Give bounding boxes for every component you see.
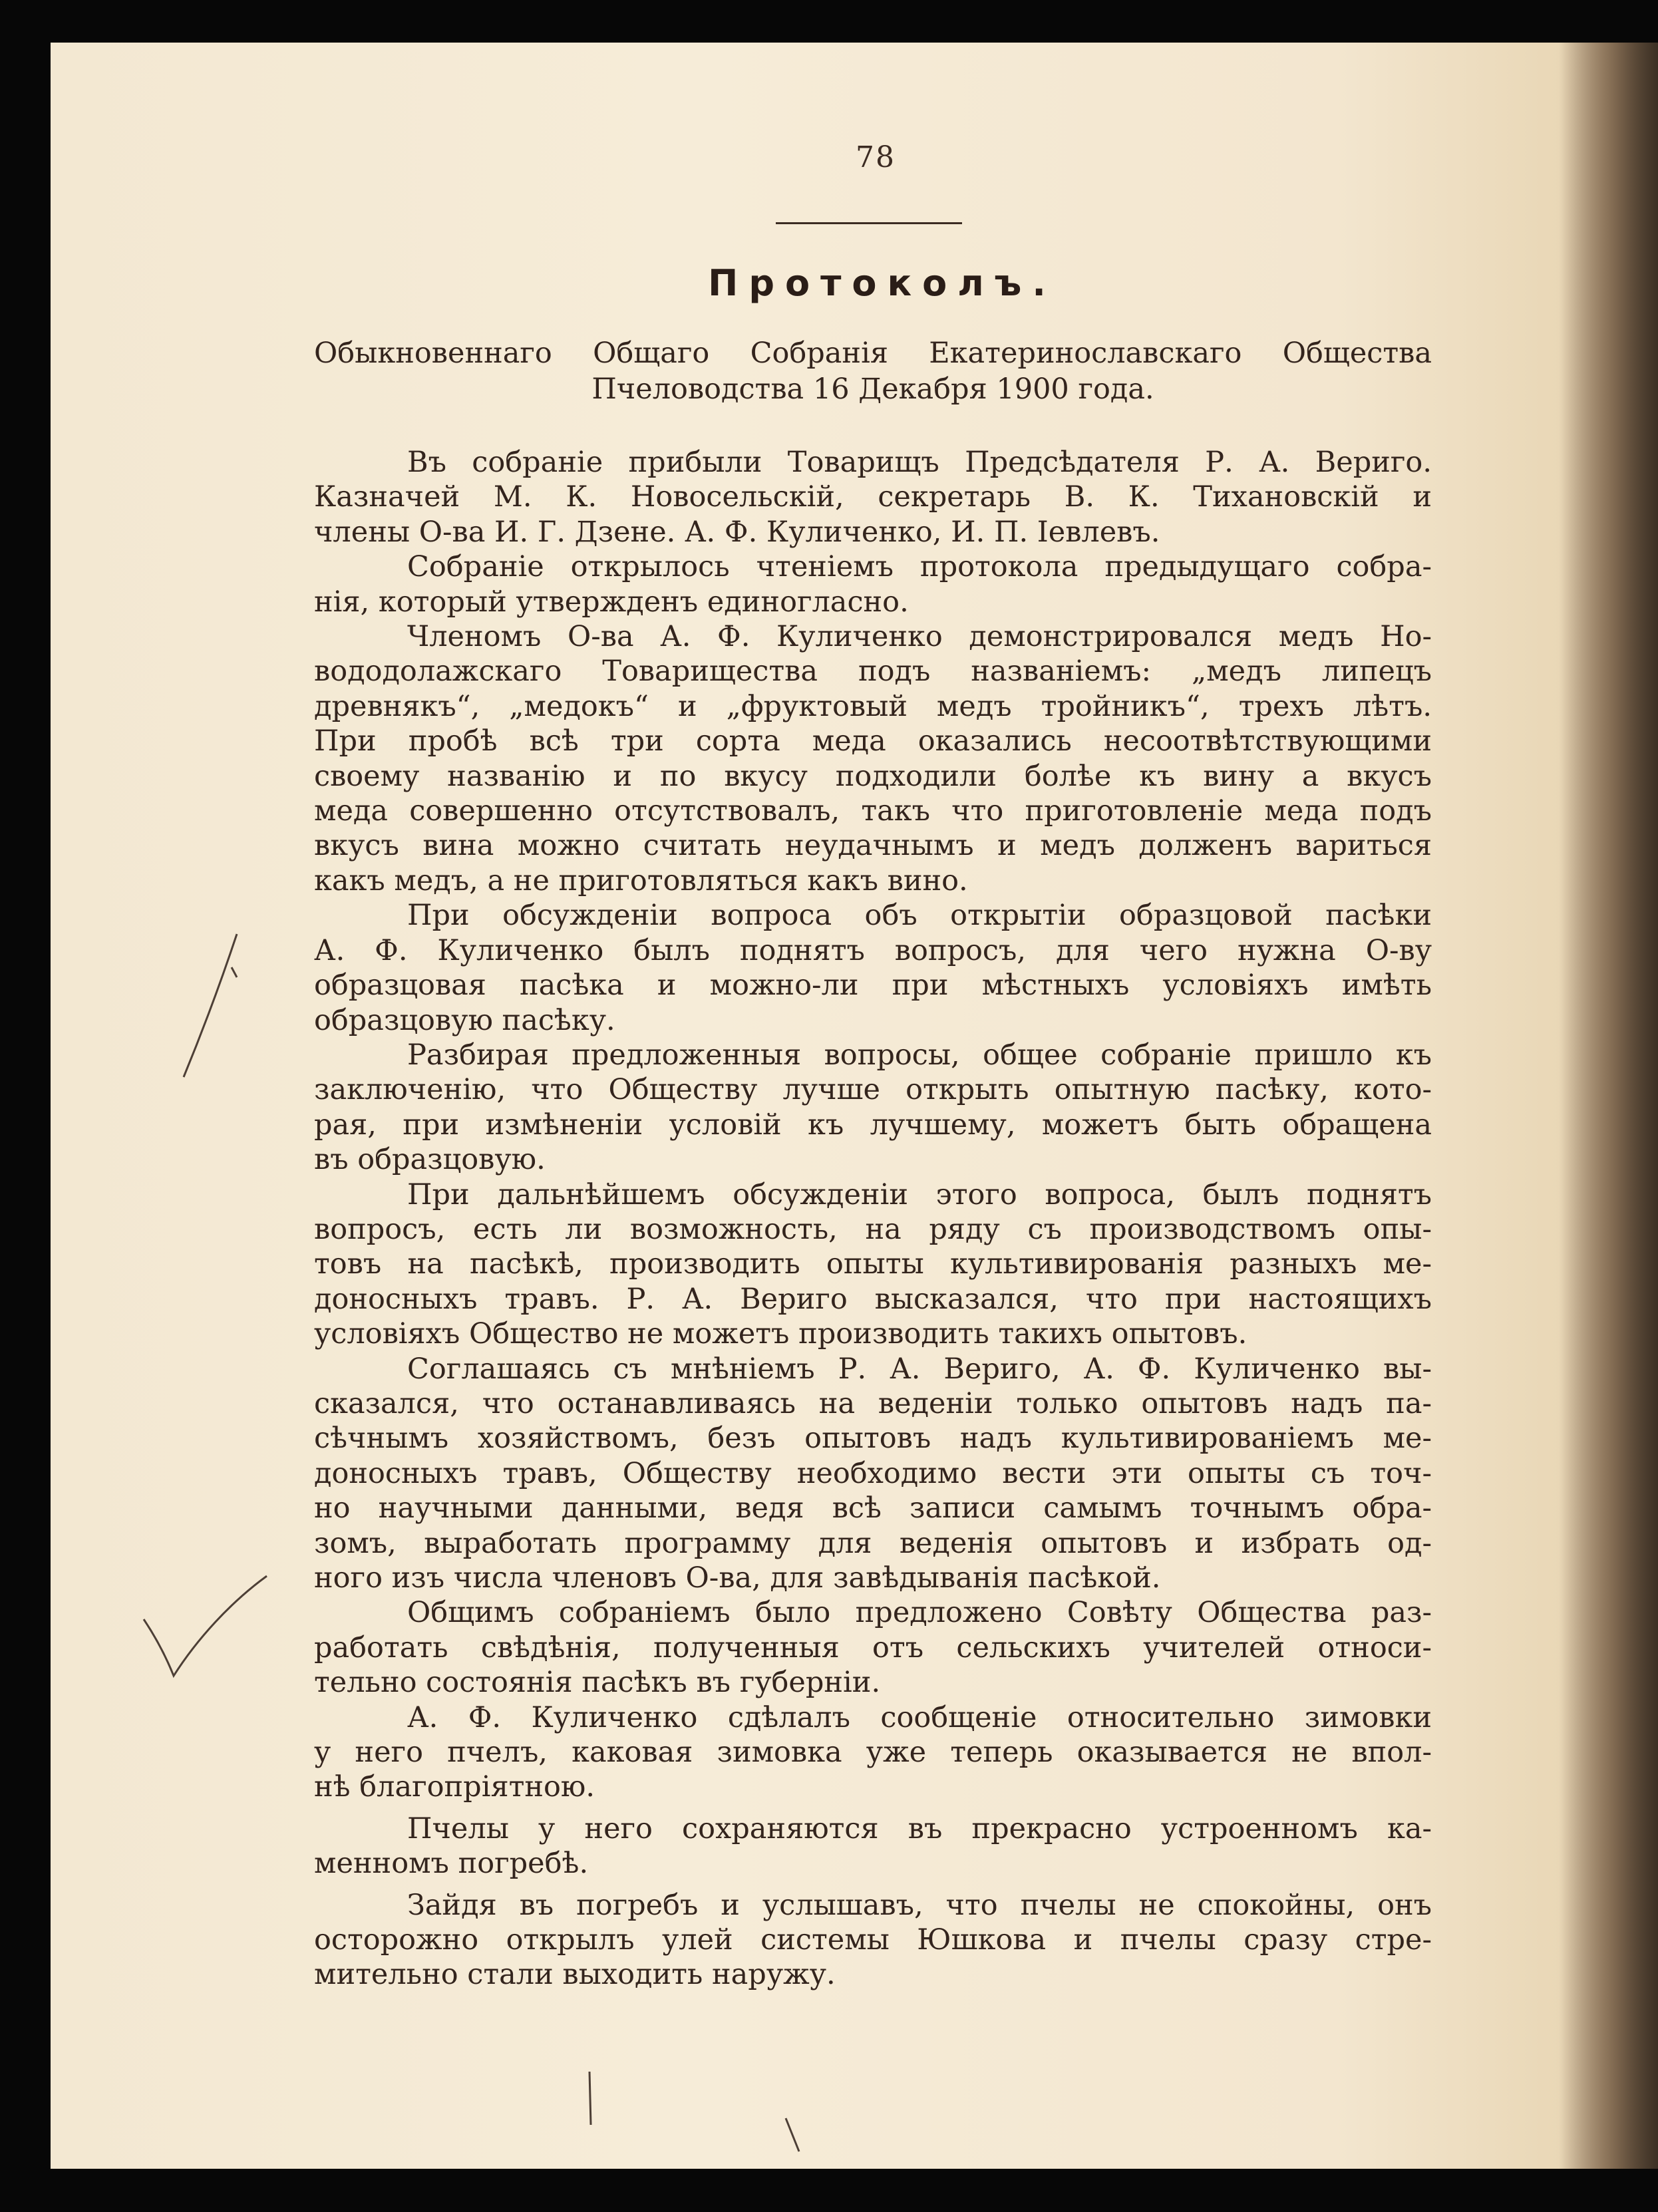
- text-line: Зайдя въ погребъ и услышавъ, что пчелы не спокойны, онъ: [407, 1888, 1432, 1922]
- text-line: А. Ф. Куличенко сдѣлалъ сообщеніе относительно зимовки: [407, 1700, 1432, 1734]
- margin-pencil-mark-icon: [157, 927, 250, 1087]
- text-line: условіяхъ Общество не можетъ производить такихъ опытовъ.: [314, 1317, 1247, 1351]
- text-line: осторожно открылъ улей системы Юшкова и пчелы сразу стре-: [314, 1923, 1432, 1957]
- text-line: ного изъ числа членовъ О-ва, для завѣдыванія пасѣкой.: [314, 1561, 1161, 1595]
- text-line: тельно состоянія пасѣкъ въ губерніи.: [314, 1666, 881, 1700]
- subtitle-line: Пчеловодства 16 Декабря 1900 года.: [591, 373, 1154, 406]
- text-line: доносныхъ травъ. Р. А. Вериго высказался, что при настоящихъ: [314, 1282, 1432, 1316]
- subtitle: [314, 335, 1432, 407]
- text-line: нѣ благопріятною.: [314, 1770, 595, 1804]
- text-line: При пробѣ всѣ три сорта меда оказались несоотвѣтствующими: [314, 724, 1432, 758]
- text-line: заключенію, что Обществу лучше открыть опытную пасѣку, кото-: [314, 1073, 1432, 1107]
- text-line: своему названію и по вкусу подходили болѣе къ вину а вкусъ: [314, 759, 1432, 793]
- protocol-body: [314, 445, 1432, 1992]
- text-line: При обсужденіи вопроса объ открытіи образцовой пасѣки: [407, 899, 1432, 933]
- text-line: менномъ погребѣ.: [314, 1847, 589, 1881]
- text-line: Соглашаясь съ мнѣніемъ Р. А. Вериго, А. Ф. Куличенко вы-: [407, 1352, 1432, 1386]
- text-line: Членомъ О-ва А. Ф. Куличенко демонстрировался медъ Но-: [407, 620, 1432, 654]
- text-line: древнякъ“, „медокъ“ и „фруктовый медъ тройникъ“, трехъ лѣтъ.: [314, 689, 1432, 723]
- page-title: Протоколъ.: [708, 262, 1057, 304]
- text-line: въ образцовую.: [314, 1143, 546, 1177]
- text-line: сѣчнымъ хозяйствомъ, безъ опытовъ надъ культивированіемъ ме-: [314, 1422, 1432, 1456]
- text-line: образцовая пасѣка и можно-ли при мѣстныхъ условіяхъ имѣть: [314, 969, 1432, 1003]
- text-line: Казначей М. К. Новосельскій, секретарь В. К. Тихановскій и: [314, 480, 1432, 514]
- page-number: 78: [856, 140, 896, 174]
- margin-check-mark-icon: [130, 1566, 277, 1686]
- text-line: Общимъ собраніемъ было предложено Совѣту Общества раз-: [407, 1596, 1432, 1630]
- text-line: сказался, что останавливаясь на веденіи только опытовъ надъ па-: [314, 1386, 1432, 1420]
- text-line: доносныхъ травъ, Обществу необходимо вести эти опыты съ точ-: [314, 1456, 1432, 1490]
- subtitle-line: Обыкновеннаго Общаго Собранія Екатеринославскаго Общества: [314, 337, 1432, 370]
- text-line: нія, который утвержденъ единогласно.: [314, 585, 909, 619]
- text-line: вопросъ, есть ли возможность, на ряду съ производствомъ опы-: [314, 1212, 1432, 1246]
- text-line: товъ на пасѣкѣ, производить опыты культивированія разныхъ ме-: [314, 1247, 1432, 1281]
- text-line: рая, при измѣненіи условій къ лучшему, можетъ быть обращена: [314, 1108, 1432, 1142]
- text-line: но научными данными, ведя всѣ записи самымъ точнымъ обра-: [314, 1492, 1432, 1525]
- text-line: Собраніе открылось чтеніемъ протокола предыдущаго собра-: [407, 550, 1432, 584]
- text-line: зомъ, выработать программу для веденія опытовъ и избрать од-: [314, 1526, 1432, 1560]
- book-spine-shadow: [1558, 43, 1658, 2169]
- text-line: Разбирая предложенныя вопросы, общее собраніе пришло къ: [407, 1038, 1432, 1072]
- text-line: члены О-ва И. Г. Дзене. А. Ф. Куличенко, И. П. Іевлевъ.: [314, 515, 1160, 549]
- text-line: вододолажскаго Товарищества подъ названіемъ: „медъ липецъ: [314, 655, 1432, 689]
- text-line: При дальнѣйшемъ обсужденіи этого вопроса, былъ поднятъ: [407, 1178, 1432, 1211]
- book-page: [51, 43, 1658, 2169]
- text-line: у него пчелъ, каковая зимовка уже теперь оказывается не впол-: [314, 1736, 1432, 1770]
- page-number-rule: [776, 222, 962, 224]
- text-line: А. Ф. Куличенко былъ поднятъ вопросъ, для чего нужна О-ву: [314, 933, 1432, 967]
- text-line: Въ собраніе прибыли Товарищъ Предсѣдателя Р. А. Вериго.: [407, 446, 1432, 479]
- text-line: меда совершенно отсутствовалъ, такъ что приготовленіе меда подъ: [314, 794, 1432, 828]
- text-line: вкусъ вина можно считать неудачнымъ и медъ долженъ вариться: [314, 829, 1432, 863]
- text-line: образцовую пасѣку.: [314, 1003, 615, 1037]
- text-line: какъ медъ, а не приготовляться какъ вино.: [314, 864, 968, 897]
- text-line: работать свѣдѣнія, полученныя отъ сельскихъ учителей относи-: [314, 1631, 1432, 1664]
- page-smudge-mark-icon: [570, 2058, 822, 2165]
- text-line: мительно стали выходить наружу.: [314, 1958, 836, 1992]
- text-line: Пчелы у него сохраняются въ прекрасно устроенномъ ка-: [407, 1812, 1432, 1845]
